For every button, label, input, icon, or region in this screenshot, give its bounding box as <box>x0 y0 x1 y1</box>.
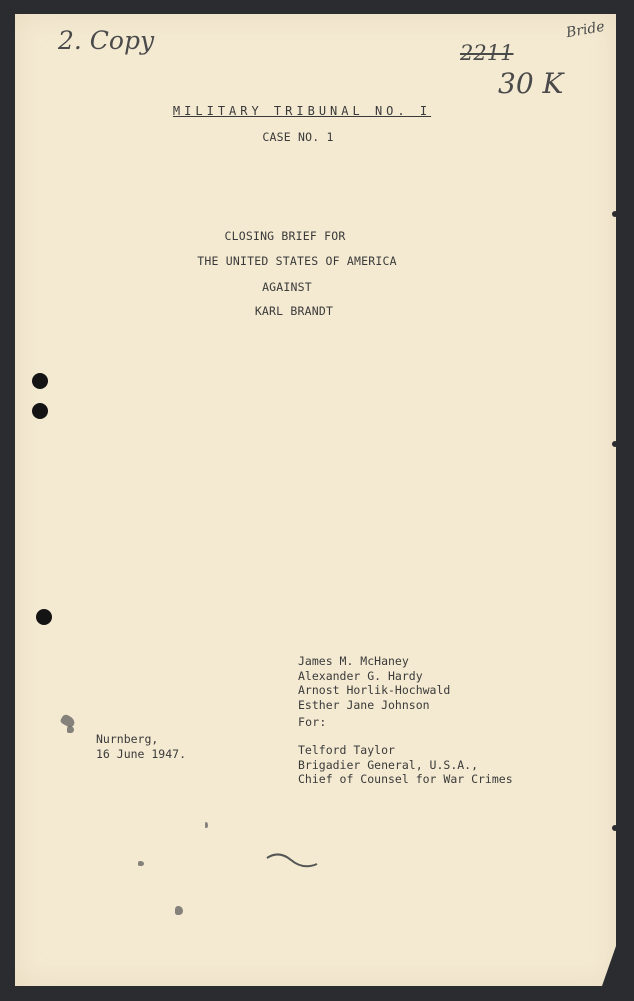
ink-stain <box>138 861 144 866</box>
case-number: CASE NO. 1 <box>262 130 334 144</box>
place: Nurnberg, <box>96 732 159 746</box>
ink-mark <box>265 850 325 870</box>
torn-corner <box>602 946 616 986</box>
ink-stain <box>205 822 208 828</box>
chief-of-counsel <box>298 743 513 787</box>
counsel-name: Alexander G. Hardy <box>298 668 423 683</box>
punch-hole <box>32 403 48 419</box>
handwritten-copy-note: 2. Copy <box>58 26 155 55</box>
date: 16 June 1947. <box>96 746 187 761</box>
document-page <box>15 14 616 986</box>
counsel-name: Arnost Horlik-Hochwald <box>298 683 451 697</box>
title-line: KARL BRANDT <box>254 304 334 318</box>
counsel-name: Esther Jane Johnson <box>298 697 430 712</box>
title-line: AGAINST <box>262 280 312 294</box>
title-line: CLOSING BRIEF FOR <box>224 229 346 243</box>
handwritten-struck-number: 2211 <box>460 41 514 65</box>
handwritten-corner-scribble: Bride <box>564 18 606 42</box>
handwritten-code: 30 K <box>498 67 564 100</box>
ink-stain <box>67 726 74 733</box>
ink-stain <box>175 906 183 915</box>
chief-line: Brigadier General, U.S.A., <box>298 757 479 772</box>
punch-hole <box>36 609 52 625</box>
place-date <box>96 732 186 761</box>
punch-hole <box>32 373 48 389</box>
edge-notch <box>612 211 618 217</box>
chief-line: Chief of Counsel for War Crimes <box>298 772 513 786</box>
edge-notch <box>612 825 618 831</box>
for-label: For: <box>298 715 327 729</box>
counsel-name: James M. McHaney <box>298 654 409 668</box>
chief-line: Telford Taylor <box>298 743 395 757</box>
edge-notch <box>612 441 618 447</box>
counsel-list <box>298 654 450 712</box>
title-line: THE UNITED STATES OF AMERICA <box>197 254 397 268</box>
tribunal-heading: MILITARY TRIBUNAL NO. I <box>172 104 432 118</box>
